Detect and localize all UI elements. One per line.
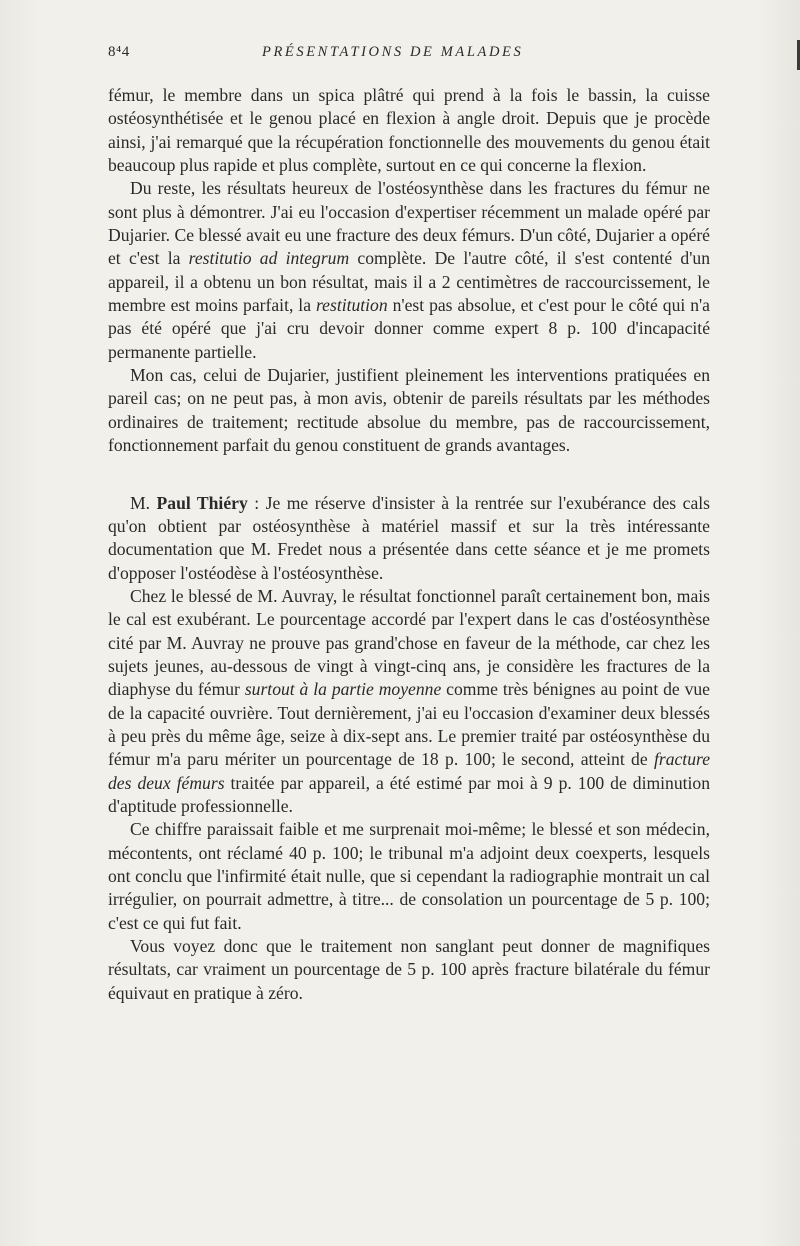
paragraph-1-text: fémur, le membre dans un spica plâtré qui prend à la fois le bassin, la cuisse ostéosynthétisée et le genou placé en flexion à angle droit. Depuis que je procède ainsi, j'ai remarqué que la récupération fonctionnelle des mouvements du genou était beaucoup plus rapide et plus complète, surtout en ce qui concerne la flexion. <box>108 85 710 176</box>
paragraph-6-text: Ce chiffre paraissait faible et me surprenait moi-même; le blessé et son médecin, mécontents, ont réclamé 40 p. 100; le tribunal m'a adjoint deux coexperts, lesquels ont conclu que l'infirmité était nulle, que si cependant la radiographie montrait un cal irrégulier, on pourrait admettre, à titre... de consolation un pourcentage de 5 p. 100; c'est ce qui fut fait. <box>108 819 710 933</box>
paragraph-3 <box>108 364 710 457</box>
section-gap <box>108 458 710 492</box>
paragraph-5-text-c: traitée par appareil, a été estimé par moi à 9 p. 100 de diminution d'aptitude professionnelle. <box>108 772 710 816</box>
paragraph-5-italic-1: surtout à la partie moyenne <box>244 679 442 700</box>
speaker-prefix: M. <box>130 492 157 513</box>
paragraph-5-text-b: comme très bénignes au point de vue de la capacité ouvrière. Tout dernièrement, j'ai eu l'occasion d'examiner deux blessés à peu près du même âge, seize à dix-sept ans. Le premier traité par ostéosynthèse du fémur m'a paru mériter un pourcentage de 18 p. 100; le second, atteint de <box>108 679 710 770</box>
paragraph-6 <box>108 818 710 935</box>
paragraph-7 <box>108 935 710 1005</box>
speaker-name: Paul Thiéry <box>156 492 248 513</box>
paragraph-2-italic-1: restitutio ad integrum <box>188 248 350 269</box>
page-number: 8⁴4 <box>108 44 130 60</box>
paragraph-1 <box>108 84 710 177</box>
paragraph-4-text: : Je me réserve d'insister à la rentrée sur l'exubérance des cals qu'on obtient par ostéosynthèse à matériel massif et sur la très intéressante documentation que M. Fredet nous a présentée dans cette séance et je me promets d'opposer l'ostéodèse à l'ostéosynthèse. <box>108 492 710 583</box>
paragraph-2-italic-2: restitution <box>315 295 388 316</box>
paragraph-5-text-a: Chez le blessé de M. Auvray, le résultat fonctionnel paraît certainement bon, mais le cal est exubérant. Le pourcentage accordé par l'expert dans le cas d'ostéosynthèse cité par M. Auvray ne prouve pas grand'chose en faveur de la méthode, car chez les sujets jeunes, au-dessous de vingt à vingt-cinq ans, je considère les fractures de la diaphyse du fémur <box>108 585 710 700</box>
paragraph-3-text: Mon cas, celui de Dujarier, justifient pleinement les interventions pratiquées en pareil cas; on ne peut pas, à mon avis, obtenir de pareils résultats par les méthodes ordinaires de traitement; rectitude absolue du membre, pas de raccourcissement, fonctionnement parfait du genou constituent de grands avantages. <box>108 365 710 456</box>
page-header <box>108 44 708 68</box>
paragraph-2 <box>108 177 710 364</box>
paragraph-5-italic-2: fracture des deux fémurs <box>108 749 710 793</box>
running-title: PRÉSENTATIONS DE MALADES <box>262 44 524 60</box>
paragraph-5 <box>108 585 710 818</box>
paragraph-2-text-a: Du reste, les résultats heureux de l'ostéosynthèse dans les fractures du fémur ne sont plus à démontrer. J'ai eu l'occasion d'expertiser récemment un malade opéré par Dujarier. Ce blessé avait eu une fracture des deux fémurs. D'un côté, Dujarier a opéré et c'est la <box>108 178 710 269</box>
body-text <box>108 84 710 1005</box>
paragraph-2-text-b: complète. De l'autre côté, il s'est contenté d'un appareil, il a obtenu un bon résultat, mais il a 2 centimètres de raccourcissement, le membre est moins parfait, la <box>108 248 710 316</box>
paragraph-2-text-c: n'est pas absolue, et c'est pour le côté qui n'a pas été opéré que j'ai cru devoir donner comme expert 8 p. 100 d'incapacité permanente partielle. <box>108 295 710 362</box>
paragraph-7-text: Vous voyez donc que le traitement non sanglant peut donner de magnifiques résultats, car vraiment un pourcentage de 5 p. 100 après fracture bilatérale du fémur équivaut en pratique à zéro. <box>108 936 710 1003</box>
paragraph-4 <box>108 492 710 585</box>
